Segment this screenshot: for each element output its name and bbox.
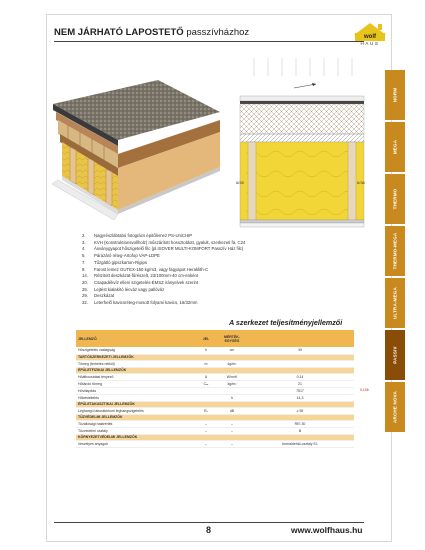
cell-value: ≥ 55: [246, 407, 354, 414]
cell-property: Hőszigetelés vastagság: [76, 347, 194, 354]
list-item: 4. Ásványgyapot hőszigetelő filc (pl.ISOVER MULTI-KOMFORT Passzív Ház filc): [82, 246, 244, 252]
list-item: 20. Csapadékvíz elleni szigetelés-ÉMSZ irányelvek szerint: [82, 279, 199, 285]
cell-unit: dB: [218, 407, 246, 414]
list-item: 5. Párazáró réteg-Artofop VAP-LDPE: [82, 253, 160, 259]
cell-value: [246, 360, 354, 367]
table-row: [76, 440, 354, 447]
list-item: 9. Farost lemez GUTEX-150 kg/m3, vagy fagyapot Heraklith-C: [82, 266, 209, 272]
cell-value: 7517: [246, 387, 354, 394]
cell-symbol: U: [194, 373, 218, 380]
logo-wordmark: wolf: [355, 33, 385, 41]
cell-symbol: –: [194, 427, 218, 434]
cell-symbol: –: [194, 420, 218, 427]
cell-unit: cm: [218, 347, 246, 354]
performance-table: [76, 330, 354, 448]
cell-symbol: h: [194, 347, 218, 354]
list-item: 32. Leterhelő kavicsréteg-mosott folyami kavics, 16/32mm: [82, 300, 198, 306]
extra-value: 0,106: [360, 388, 369, 392]
wolf-haus-logo: [352, 21, 388, 47]
table-row: [76, 407, 354, 414]
cell-value: 39: [246, 347, 354, 354]
list-item: 3. KVH (Konstruktionsvollholz) műszárított hossztoldott, gyalult, szerkezeti fa, C24: [82, 239, 246, 245]
cell-property: Hőkésleltetés: [76, 394, 194, 401]
cell-value: REI 30: [246, 420, 354, 427]
cell-symbol: [194, 394, 218, 401]
section-label: KÖRNYEZETVÉDELMI JELLEMZŐK: [76, 434, 354, 440]
table-row: [76, 394, 354, 401]
cell-symbol: –: [194, 440, 218, 447]
cell-property: Hőtároló tömeg: [76, 380, 194, 387]
cell-unit: W/m²K: [218, 373, 246, 380]
table-title: A szerkezet teljesítményjellemzői: [229, 318, 343, 327]
section-label: TARTÓSZERKEZETI JELLEMZŐK: [76, 354, 354, 360]
tab-arche-nova[interactable]: ARCHE NOVA: [385, 382, 405, 432]
layer-legend: [82, 233, 362, 307]
cell-property: Tűzállósági határérték: [76, 420, 194, 427]
table-header-row: [76, 330, 354, 347]
side-tabs: [385, 70, 405, 434]
footer-rule: [54, 522, 364, 523]
cell-symbol: [194, 387, 218, 394]
col-header-unit: MÉRTÉK-EGYSÉG: [218, 330, 246, 347]
page-title: NEM JÁRHATÓ LAPOSTETŐ passzívházhoz: [54, 27, 250, 38]
cell-value: 14,3: [246, 394, 354, 401]
dim-left-label: 6/28: [236, 180, 244, 185]
tab-thermo-mega[interactable]: THERMO-MEGA: [385, 226, 405, 276]
section-drawing: [234, 54, 370, 230]
cell-unit: [218, 387, 246, 394]
col-header-value: [246, 330, 354, 347]
col-header-symbol: JEL: [194, 330, 218, 347]
tab-ultra-mega[interactable]: ULTRA-MEGA: [385, 278, 405, 328]
cell-unit: –: [218, 440, 246, 447]
list-item: 25. Lejtést kialakító lécváz vagy pallóváz: [82, 286, 165, 292]
tab-mega[interactable]: MEGA: [385, 122, 405, 172]
cell-unit: kg/m²: [218, 380, 246, 387]
list-item: 2. Nagyrészlábtabú fotogrács épitőlemez PS-UniCHIP: [82, 233, 193, 238]
cell-property: Tömeg (terhelés nélkül): [76, 360, 194, 367]
table-row: [76, 373, 354, 380]
section-label: TŰZVÉDELMI JELLEMZŐK: [76, 414, 354, 420]
dim-right-label: 6/38: [357, 180, 365, 185]
cell-property: Tűzvédelmi osztály: [76, 427, 194, 434]
cell-symbol: Rᵥ: [194, 407, 218, 414]
roof-section-illustration: [48, 72, 223, 222]
cell-symbol: m: [194, 360, 218, 367]
cell-value: 21: [246, 380, 354, 387]
table-row: [76, 380, 354, 387]
section-label: ÉPÜLETFIZIKAI JELLEMZŐK: [76, 367, 354, 373]
cell-property: Hővillapítás: [76, 387, 194, 394]
logo-sub: HAUS: [360, 41, 380, 46]
section-label: ÉPÜLETAKUSZTIKAI JELLEMZŐK: [76, 401, 354, 407]
list-item: 7. Tűzgátló gipszkarton-Rigips: [82, 259, 148, 265]
col-header-property: JELLEMZŐ: [76, 330, 194, 347]
cell-symbol: Cₘ: [194, 380, 218, 387]
cell-property: Veszélyes anyagok: [76, 440, 194, 447]
cell-value: B: [246, 427, 354, 434]
table-row: [76, 427, 354, 434]
cell-unit: h: [218, 394, 246, 401]
table-row: [76, 420, 354, 427]
list-item: 14. Rétzitott deszkázat-fűrészelt, 23/100mm-40 cm-enként: [82, 273, 199, 279]
tab-thermo[interactable]: THERMO: [385, 174, 405, 224]
table-row: [76, 360, 354, 367]
cell-value: formaldehid-osztály E1: [246, 440, 354, 447]
cell-unit: –: [218, 427, 246, 434]
cell-unit: kg/m²: [218, 360, 246, 367]
cell-property: Léghangú laborátóriumi léghangszigetelés: [76, 407, 194, 414]
cell-value: 0,14: [246, 373, 354, 380]
footer-url[interactable]: www.wolfhaus.hu: [291, 525, 363, 535]
list-item: 29. Deszkázat: [82, 293, 115, 299]
title-rule: [54, 41, 364, 42]
cell-property: Hőátbocsátási tényező: [76, 373, 194, 380]
tab-norm[interactable]: NORM: [385, 70, 405, 120]
table-row: [76, 347, 354, 354]
table-row: [76, 387, 354, 394]
page-number: 8: [206, 525, 212, 535]
tab-passiv[interactable]: PASSIV: [385, 330, 405, 380]
cell-unit: –: [218, 420, 246, 427]
